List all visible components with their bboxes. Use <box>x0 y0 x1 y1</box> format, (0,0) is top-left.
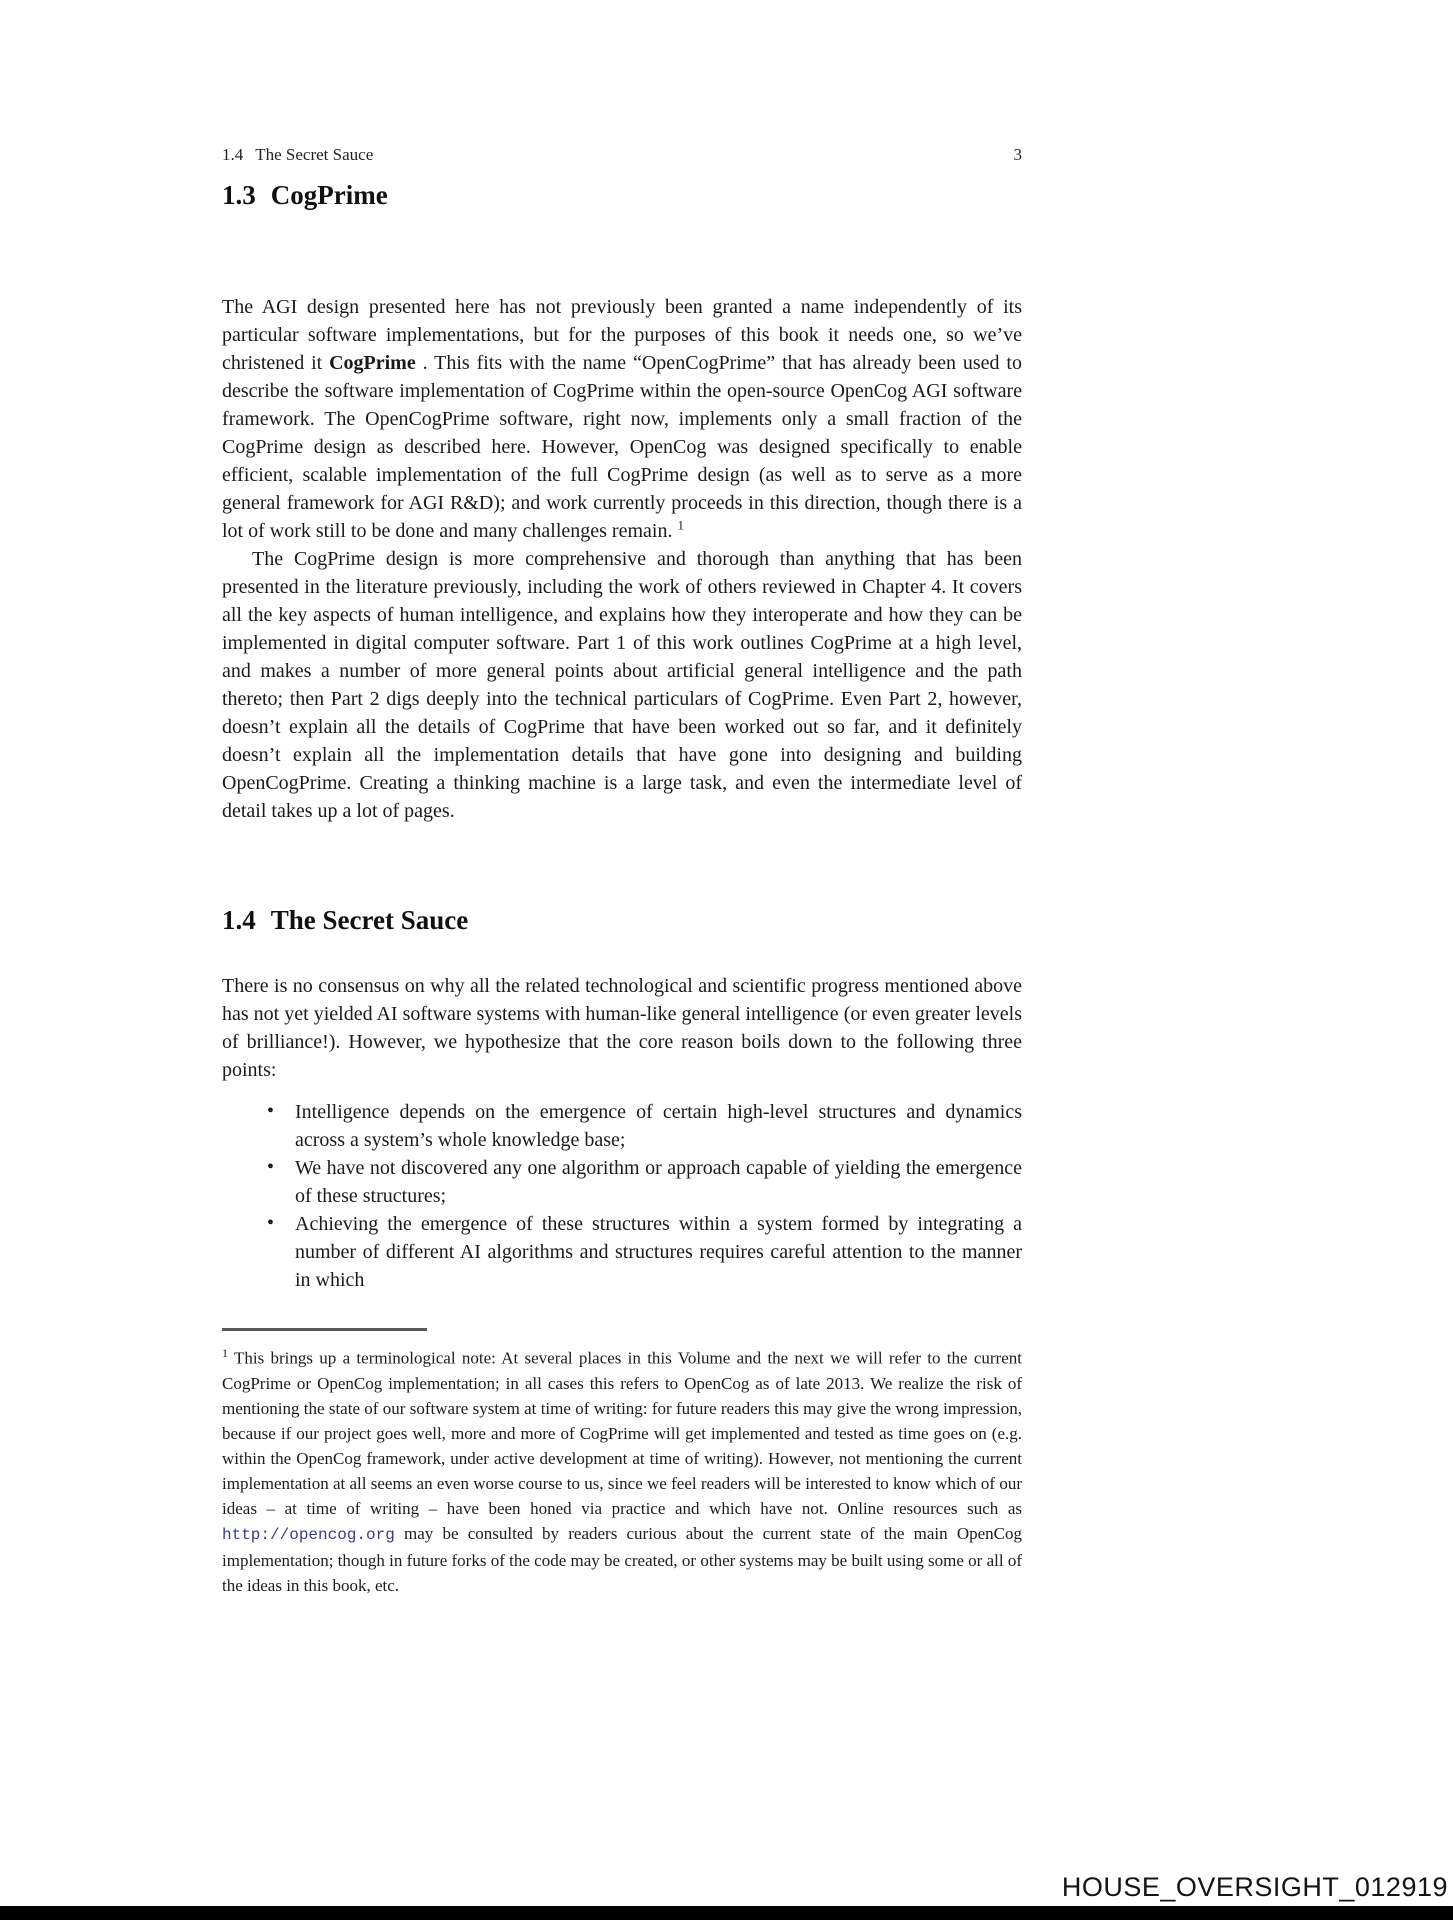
opencog-url-link[interactable]: http://opencog.org <box>222 1525 395 1544</box>
footnote-reference: 1 <box>677 517 684 533</box>
bullet-icon: • <box>267 1212 275 1234</box>
running-header-section-title: The Secret Sauce <box>255 145 374 164</box>
section-number: 1.3 <box>222 180 256 210</box>
cogprime-bold-term: CogPrime <box>329 352 416 374</box>
page-number: 3 <box>1013 145 1022 164</box>
bullet-icon: • <box>267 1156 275 1178</box>
bullet-icon: • <box>267 1100 275 1122</box>
footnote-marker: 1 <box>222 1346 228 1360</box>
paragraph-text: The AGI design presented here has not previously been granted a name independently of its particular software implementations, but for the purposes of this book it needs one, so we’ve christened it <box>222 296 1022 374</box>
section-heading-cogprime <box>222 180 1022 211</box>
footnote <box>222 1328 1022 1598</box>
running-header <box>222 145 1022 165</box>
list-item-text: We have not discovered any one algorithm or approach capable of yielding the emergence of these structures; <box>295 1157 1022 1207</box>
cogprime-section-body <box>222 293 1022 825</box>
footnote-body-text: This brings up a terminological note: At several places in this Volume and the next we will refer to the current CogPrime or OpenCog implementation; in all cases this refers to OpenCog as of late 2013. We realize the risk of mentioning the state of our software system at time of writing: for future readers this may give the wrong impression, because if our project goes well, more and more of CogPrime will get implemented and tested as time goes on (e.g. within the OpenCog framework, under active development at time of writing). However, not mentioning the current implementation at all seems an even worse course to us, since we feel readers will be interested to know which of our ideas – at time of writing – have been honed via practice and which have not. Online resources such as <box>222 1348 1022 1518</box>
list-item-text: Intelligence depends on the emergence of certain high-level structures and dynamics across a system’s whole knowledge base; <box>295 1101 1022 1151</box>
section-heading-secret-sauce <box>222 905 1022 936</box>
section-title: The Secret Sauce <box>270 905 469 935</box>
running-header-title <box>222 145 373 165</box>
list-item <box>267 1154 1022 1210</box>
section-title: CogPrime <box>270 180 388 210</box>
footnote-body-text: may be consulted by readers curious about the current state of the main OpenCog implementation; though in future forks of the code may be created, or other systems may be built using some or all of the ideas in this book, etc. <box>222 1523 1022 1595</box>
bullet-list <box>222 1098 1022 1294</box>
section-number: 1.4 <box>222 905 256 935</box>
list-item-text: Achieving the emergence of these structures within a system formed by integrating a number of different AI algorithms and structures requires careful attention to the manner in which <box>295 1213 1022 1291</box>
running-header-section-number: 1.4 <box>222 145 244 164</box>
footnote-rule <box>222 1328 427 1331</box>
list-item <box>267 1098 1022 1154</box>
footnote-text <box>222 1341 1022 1598</box>
secret-sauce-section-body <box>222 972 1022 1294</box>
paragraph-text: . This fits with the name “OpenCogPrime” that has already been used to describe the software implementation of CogPrime within the open-source OpenCog AGI software framework. The OpenCogPrime software, right now, implements only a small fraction of the CogPrime design as described here. However, OpenCog was designed specifically to enable efficient, scalable implementation of the full CogPrime design (as well as to serve as a more general framework for AGI R&D); and work currently proceeds in this direction, though there is a lot of work still to be done and many challenges remain. <box>222 352 1022 542</box>
paragraph: There is no consensus on why all the related technological and scientific progress mentioned above has not yet yielded AI software systems with human-like general intelligence (or even greater levels of brilliance!). However, we hypothesize that the core reason boils down to the following three points: <box>222 975 1022 1081</box>
bottom-bar <box>0 1906 1453 1920</box>
paragraph <box>222 293 1022 545</box>
bates-number: HOUSE_OVERSIGHT_012919 <box>1061 1872 1448 1902</box>
paragraph: The CogPrime design is more comprehensive and thorough than anything that has been presented in the literature previously, including the work of others reviewed in Chapter 4. It covers all the key aspects of human intelligence, and explains how they interoperate and how they can be implemented in digital computer software. Part 1 of this work outlines CogPrime at a high level, and makes a number of more general points about artificial general intelligence and the path thereto; then Part 2 digs deeply into the technical particulars of CogPrime. Even Part 2, however, doesn’t explain all the details of CogPrime that have been worked out so far, and it definitely doesn’t explain all the implementation details that have gone into designing and building OpenCogPrime. Creating a thinking machine is a large task, and even the intermediate level of detail takes up a lot of pages. <box>222 548 1022 822</box>
list-item <box>267 1210 1022 1294</box>
